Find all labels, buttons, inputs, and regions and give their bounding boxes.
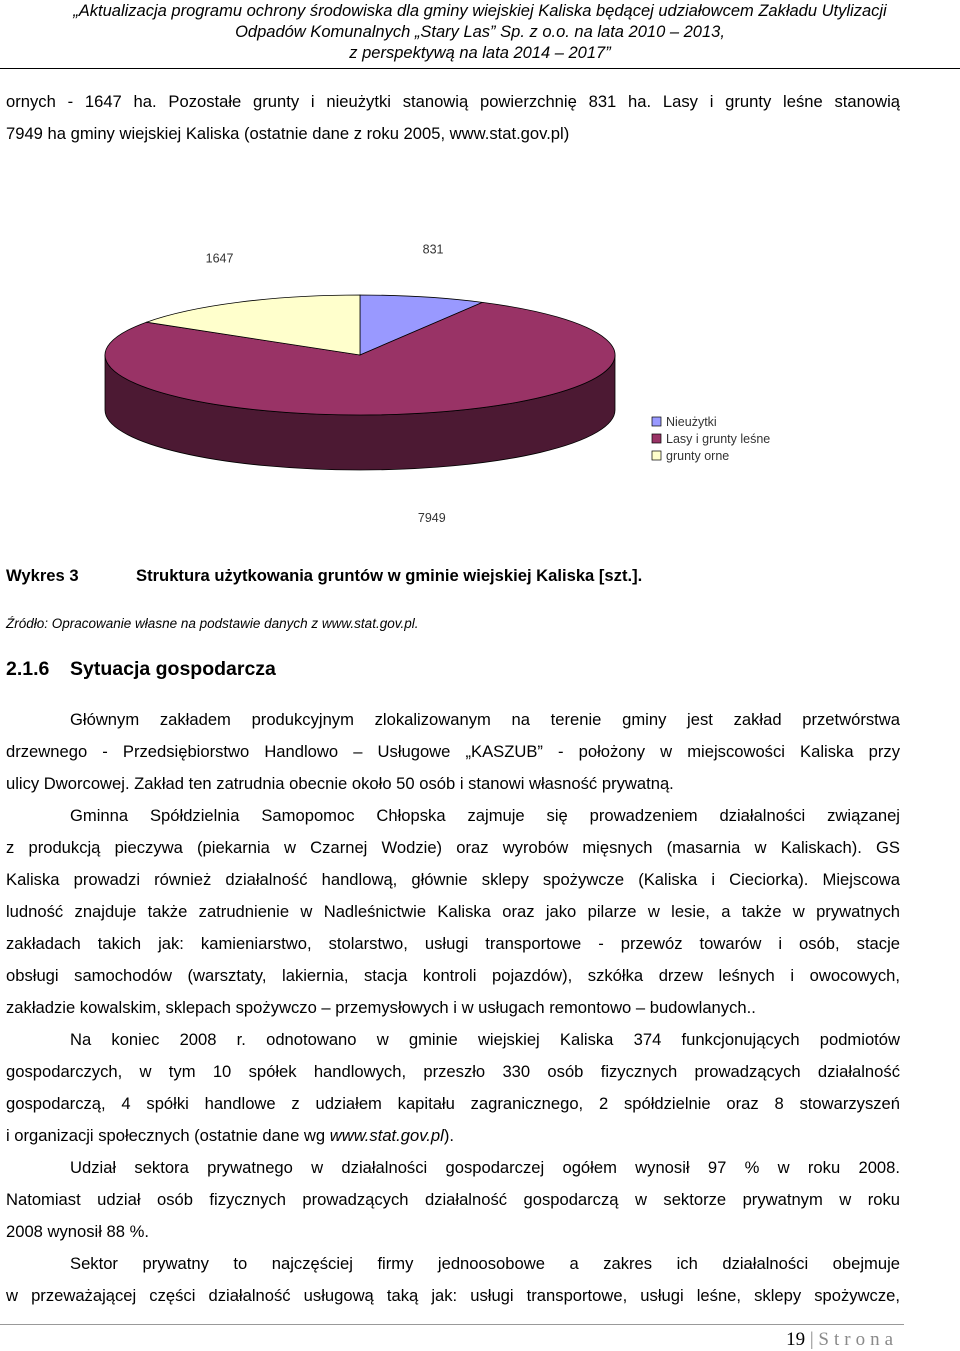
body-line: Sektor prywatny to najczęściej firmy jednoosobowe a zakres ich działalności obejmuje xyxy=(70,1254,900,1273)
figure-source: Źródło: Opracowanie własne na podstawie danych z www.stat.gov.pl. xyxy=(6,616,419,631)
footer-page-word: Strona xyxy=(818,1329,898,1350)
header-line-1: „Aktualizacja programu ochrony środowiska dla gminy wiejskiej Kaliska będącej udziałowcem Zakładu Utylizacji xyxy=(73,2,887,20)
pie-chart xyxy=(0,242,960,525)
document-header xyxy=(0,0,960,64)
page-number: 19 xyxy=(786,1329,806,1350)
legend-entry-1: Lasy i grunty leśne xyxy=(666,432,771,446)
intro-line-2: 7949 ha gminy wiejskiej Kaliska (ostatnie dane z roku 2005, www.stat.gov.pl) xyxy=(6,124,570,143)
header-rule xyxy=(0,68,960,69)
footer-separator: | xyxy=(809,1329,814,1350)
body-line: Udział sektora prywatnego w działalności gospodarczej ogółem wynosił 97 % w roku 2008. xyxy=(70,1158,900,1177)
legend-entry-0: Nieużytki xyxy=(666,415,717,429)
pie-data-label-0: 831 xyxy=(422,242,444,257)
section-heading xyxy=(6,658,276,681)
header-line-3: z perspektywą na lata 2014 – 2017” xyxy=(349,44,611,62)
header-line-2: Odpadów Komunalnych „Stary Las” Sp. z o.o. na lata 2010 – 2013, xyxy=(235,23,725,41)
legend-swatch-1 xyxy=(652,434,661,443)
intro-line-1: ornych - 1647 ha. Pozostałe grunty i nieużytki stanowią powierzchnię 831 ha. Lasy i grunty leśne stanowią xyxy=(6,92,900,111)
body-line: gospodarczych, w tym 10 spółek handlowych, przeszło 330 osób fizycznych prowadzących działalność xyxy=(6,1062,900,1081)
body-line: Gminna Spółdzielnia Samopomoc Chłopska zajmuje się prowadzeniem działalności związanej xyxy=(70,806,900,825)
legend-entry-2: grunty orne xyxy=(666,449,730,463)
body-line: drzewnego - Przedsiębiorstwo Handlowo – Usługowe „KASZUB” - położony w miejscowości Kaliska przy xyxy=(6,742,900,761)
pie-chart-svg xyxy=(0,242,960,525)
footer-rule xyxy=(0,1324,904,1325)
pie-data-label-2: 1647 xyxy=(205,251,234,266)
body-line: w przeważającej części działalność usługową taką jak: usługi transportowe, usługi leśne, sklepy spożywcze, xyxy=(6,1286,900,1305)
body-line: Głównym zakładem produkcyjnym zlokalizowanym na terenie gminy jest zakład przetwórstwa xyxy=(70,710,900,729)
figure-caption-text: Struktura użytkowania gruntów w gminie wiejskiej Kaliska [szt.]. xyxy=(136,566,643,585)
body-line: gospodarczą, 4 spółki handlowe z udziałem kapitału zagranicznego, 2 spółdzielnie oraz 8 stowarzyszeń xyxy=(6,1094,900,1113)
body-line: obsługi samochodów (warsztaty, lakiernia, stacja kontroli pojazdów), szkółka drzew leśnych i owocowych, xyxy=(6,966,900,985)
figure-caption-label: Wykres 3 xyxy=(6,566,79,585)
section-title: Sytuacja gospodarcza xyxy=(70,658,276,680)
body-line: ludność znajduje także zatrudnienie w Nadleśnictwie Kaliska oraz jako pilarze w lesie, a także w prywatnych xyxy=(6,902,900,921)
pie-data-label-1: 7949 xyxy=(417,510,446,525)
legend-swatch-0 xyxy=(652,417,661,426)
body-line: ulicy Dworcowej. Zakład ten zatrudnia obecnie około 50 osób i stanowi własność prywatną. xyxy=(6,774,674,793)
body-line: 2008 wynosił 88 %. xyxy=(6,1222,149,1241)
body-line: zakładach takich jak: kamieniarstwo, stolarstwo, usługi transportowe - przewóz towarów i osób, stacje xyxy=(6,934,900,953)
body-line: zakładzie kowalskim, sklepach spożywczo – przemysłowych i w usługach remontowo – budowlanych.. xyxy=(6,998,756,1017)
legend-swatch-2 xyxy=(652,451,661,460)
body-line: Na koniec 2008 r. odnotowano w gminie wiejskiej Kaliska 374 funkcjonujących podmiotów xyxy=(70,1030,900,1049)
source-link-text: www.stat.gov.pl xyxy=(329,1126,444,1145)
body-line: i organizacji społecznych (ostatnie dane wg www.stat.gov.pl). xyxy=(6,1126,454,1145)
body-line: z produkcją pieczywa (piekarnia w Czarnej Wodzie) oraz wyrobów mięsnych (masarnia w Kaliskach). GS xyxy=(6,838,900,857)
body-line: Kaliska prowadzi również działalność handlową, głównie sklepy spożywcze (Kaliska i Cieciorka). Miejscowa xyxy=(6,870,900,889)
body-line: Natomiast udział osób fizycznych prowadzących działalność gospodarczą w sektorze prywatnym w roku xyxy=(6,1190,900,1209)
page-footer xyxy=(786,1329,898,1351)
section-number: 2.1.6 xyxy=(6,658,50,680)
